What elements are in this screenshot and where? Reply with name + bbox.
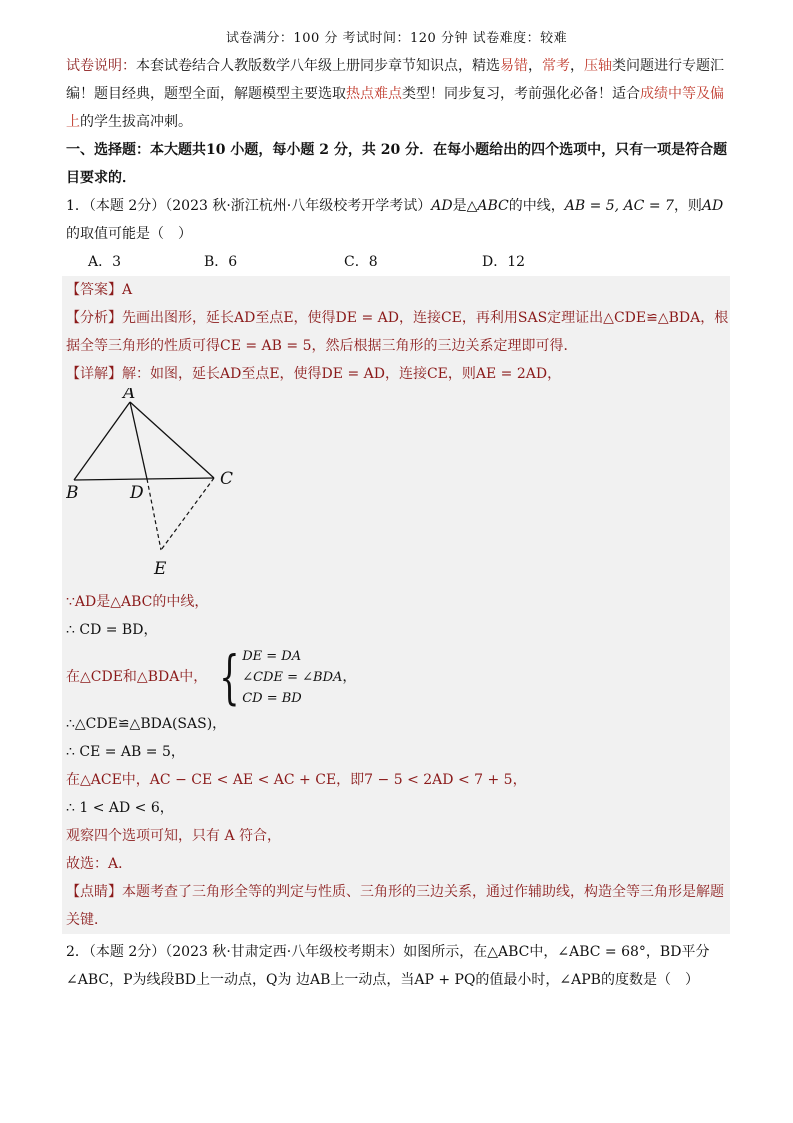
label-b: B xyxy=(66,483,79,503)
segment-ad xyxy=(130,402,147,479)
option-a: A．3 xyxy=(88,254,122,270)
step-2: ∴ CD = BD， xyxy=(66,622,158,638)
q1-text: 是 xyxy=(452,198,467,214)
option-d: D．12 xyxy=(482,254,526,270)
label-e: E xyxy=(154,559,167,579)
document-body xyxy=(66,52,730,994)
segment-bc xyxy=(74,478,214,480)
step-1: ∵AD是△ABC的中线， xyxy=(66,594,209,610)
q1-text: 的中线， xyxy=(508,198,565,214)
intro-sep: ， xyxy=(528,58,542,74)
q1-math: AD xyxy=(701,198,724,214)
segment-ce xyxy=(161,478,214,550)
option-b: B．6 xyxy=(204,254,238,270)
section-heading: 一、选择题：本大题共10 小题，每小题 2 分，共 20 分．在每小题给出的四个选项中，只有一项是符合题目要求的． xyxy=(66,142,728,186)
detail-label: 【详解】 xyxy=(66,366,122,382)
left-brace: { xyxy=(219,643,240,711)
question-1-stem xyxy=(66,192,730,248)
exam-intro xyxy=(66,52,730,136)
analysis-label: 【分析】 xyxy=(66,310,122,326)
segment-de xyxy=(147,479,161,550)
comment-paragraph xyxy=(66,878,730,934)
step-3 xyxy=(66,644,730,710)
q1-solution xyxy=(62,276,730,934)
intro-text-2: 类问题进行专题汇编！题目经典，题型全面，解题模型主要选取 xyxy=(66,58,724,102)
exam-info-header: 试卷满分：100 分 考试时间：120 分钟 试卷难度：较难 xyxy=(225,31,568,46)
answer-line xyxy=(66,276,730,304)
condition-3: CD = BD xyxy=(242,690,302,706)
q1-options xyxy=(66,248,730,276)
keyword-finale: 压轴 xyxy=(584,58,612,74)
q1-math: AB = 5, AC = 7 xyxy=(564,198,674,214)
q1-text: 的取值可能是（ ） xyxy=(66,226,192,242)
step-8: 观察四个选项可知，只有 A 符合， xyxy=(66,828,282,844)
q1-math: AD xyxy=(431,198,453,214)
analysis-paragraph xyxy=(66,304,730,360)
q1-text: ，则 xyxy=(673,198,702,214)
question-2-stem-line-2: ∠ABC，P为线段BD上一动点，Q为 边AB上一动点，当AP + PQ的值最小时，∠APB的度数是（ ） xyxy=(66,972,699,988)
label-a: A xyxy=(123,388,136,403)
condition-1: DE = DA xyxy=(242,648,302,664)
step-5: ∴ CE = AB = 5， xyxy=(66,744,185,760)
keyword-easy-error: 易错 xyxy=(500,58,528,74)
triangle-figure xyxy=(66,388,730,588)
step-3-suffix: ， xyxy=(342,669,357,685)
step-6: 在△ACE中，AC − CE < AE < AC + CE，即7 − 5 < 2AD < 7 + 5， xyxy=(66,772,527,788)
detail-line xyxy=(66,360,730,388)
intro-text-3: 类型！同步复习，考前强化必备！适合 xyxy=(402,86,640,102)
keyword-frequent: 常考 xyxy=(542,58,570,74)
q1-source: 1．（本题 2分）（2023 秋·浙江杭州·八年级校考开学考试） xyxy=(66,198,432,214)
keyword-level: 成绩中等及偏上 xyxy=(66,86,724,130)
answer-value: A xyxy=(122,282,133,298)
label-d: D xyxy=(130,483,144,503)
analysis-text: 先画出图形，延长AD至点E，使得DE = AD，连接CE，再利用SAS定理证出△CDE≌△BDA，根据全等三角形的性质可得CE = AB = 5，然后根据三角形的三边关系定理即可得． xyxy=(66,310,729,354)
step-3-prefix: 在△CDE和△BDA中， xyxy=(66,669,208,685)
condition-system xyxy=(242,646,342,709)
segment-ab xyxy=(74,402,130,480)
question-2-stem-line-1: 2．（本题 2分）（2023 秋·甘肃定西·八年级校考期末）如图所示，在△ABC中，∠ABC = 68°，BD平分 xyxy=(66,944,710,960)
comment-label: 【点睛】 xyxy=(66,884,122,900)
segment-ac xyxy=(130,402,214,478)
option-c: C．8 xyxy=(344,254,378,270)
step-9: 故选：A． xyxy=(66,856,133,872)
comment-text: 本题考查了三角形全等的判定与性质、三角形的三边关系，通过作辅助线，构造全等三角形是解题关键． xyxy=(66,884,724,928)
intro-label: 试卷说明： xyxy=(66,58,136,74)
intro-text-1: 本套试卷结合人教版数学八年级上册同步章节知识点，精选 xyxy=(136,58,500,74)
label-c: C xyxy=(220,469,234,489)
detail-text: 解：如图，延长AD至点E，使得DE = AD，连接CE，则AE = 2AD， xyxy=(122,366,562,382)
condition-2: ∠CDE = ∠BDA xyxy=(242,669,343,685)
intro-text-4: 的学生拔高冲刺。 xyxy=(80,114,192,130)
step-7: ∴ 1 < AD < 6， xyxy=(66,800,174,816)
answer-label: 【答案】 xyxy=(66,282,122,298)
intro-sep: ， xyxy=(570,58,584,74)
triangle-diagram xyxy=(66,388,266,588)
step-4: ∴△CDE≌△BDA(SAS)， xyxy=(66,716,227,732)
q1-math: △ABC xyxy=(466,198,509,214)
keyword-hot-difficult: 热点难点 xyxy=(346,86,402,102)
